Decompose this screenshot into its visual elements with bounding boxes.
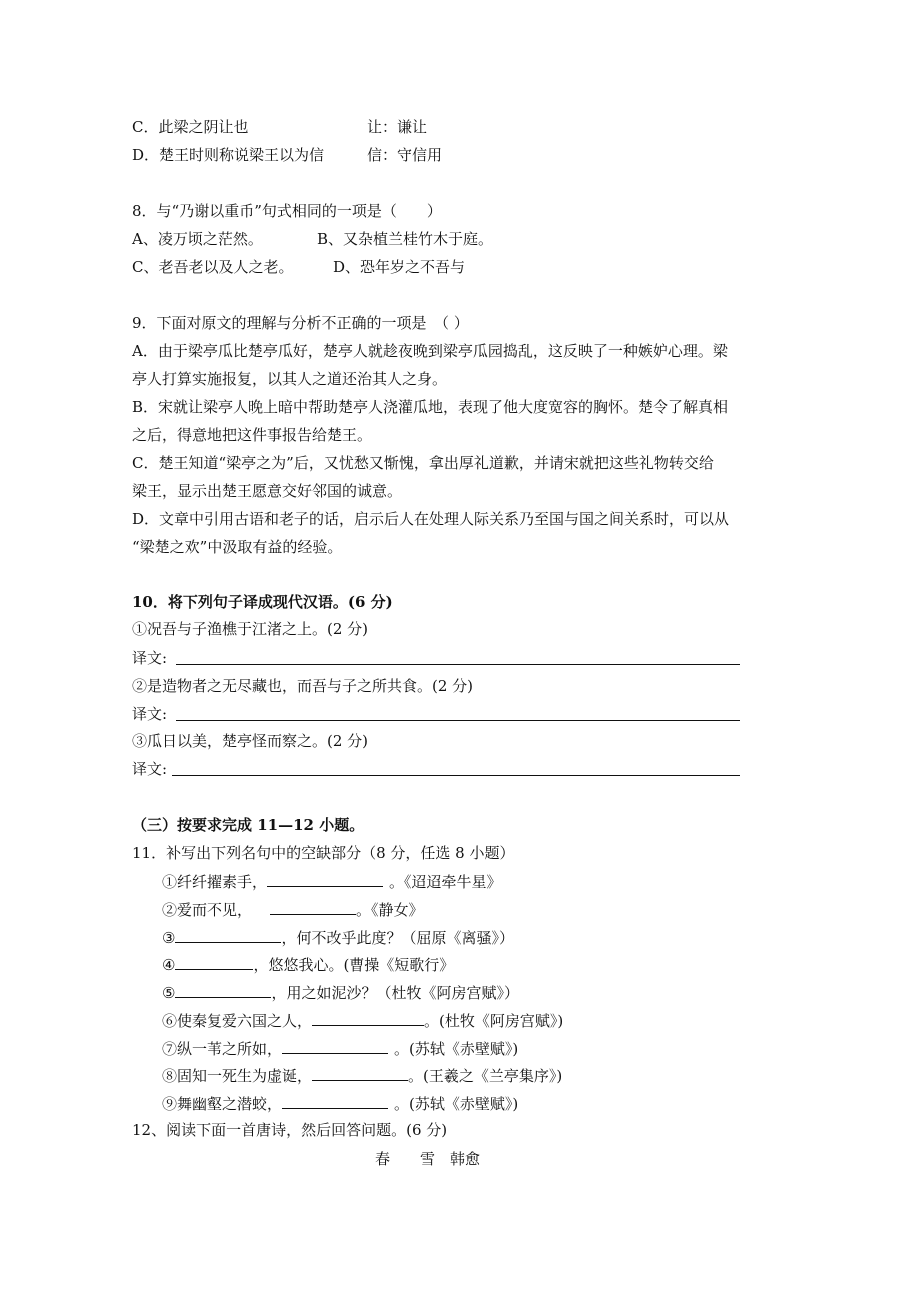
- q7-option-c-text: C．此梁之阴让也: [132, 118, 249, 136]
- q9-option-a-line2: 亭人打算实施报复，以其人之道还治其人之身。: [132, 370, 448, 388]
- q11-item-9-pre: ⑨舞幽壑之潜蛟，: [162, 1095, 283, 1113]
- q11-item-3-pre: ③: [162, 929, 176, 947]
- section-3-title: （三）按要求完成 11—12 小题。: [132, 816, 365, 834]
- q9-option-d-line2: “梁楚之欢”中汲取有益的经验。: [132, 538, 343, 556]
- q9-option-a-line1: A．由于梁亭瓜比楚亭瓜好，楚亭人就趁夜晚到梁亭瓜园捣乱，这反映了一种嫉妒心理。梁: [132, 342, 728, 360]
- q8-option-c: C、老吾老以及人之老。: [132, 258, 294, 276]
- q11-item-4: [162, 953, 454, 975]
- q11-item-6-pre: ⑥使秦复爱六国之人，: [162, 1012, 313, 1030]
- q10-sentence-3: ③瓜日以美，楚亭怪而察之。(2 分): [132, 732, 369, 750]
- q11-item-1-blank[interactable]: [267, 870, 383, 887]
- q11-item-4-pre: ④: [162, 956, 176, 974]
- q11-item-7-blank[interactable]: [282, 1037, 388, 1054]
- q11-item-4-post: ，悠悠我心。(曹操《短歌行》: [253, 956, 455, 974]
- q11-item-1: [162, 870, 502, 892]
- q8-stem: 8．与“乃谢以重币”句式相同的一项是（ ）: [132, 202, 442, 220]
- q7-option-d: D．楚王时则称说梁王以为信: [132, 146, 325, 164]
- q11-item-4-blank[interactable]: [175, 953, 253, 970]
- q9-option-c-line1: C．楚王知道“梁亭之为”后，又忧愁又惭愧，拿出厚礼道歉，并请宋就把这些礼物转交给: [132, 454, 714, 472]
- q10-sentence-1: ①况吾与子渔樵于江渚之上。(2 分): [132, 620, 369, 638]
- q11-item-6-blank[interactable]: [312, 1009, 424, 1026]
- q8-option-b: B、又杂植兰桂竹木于庭。: [317, 230, 494, 248]
- q10-answer-line-1[interactable]: [176, 664, 740, 665]
- q10-title: 10．将下列句子译成现代汉语。(6 分): [132, 593, 393, 611]
- q11-item-5-post: ，用之如泥沙？（杜牧《阿房宫赋》）: [271, 984, 519, 1002]
- q11-item-6: [162, 1009, 563, 1031]
- q11-item-2-post: 。《静女》: [356, 901, 424, 919]
- q7-option-c-gloss: 让：谦让: [367, 118, 428, 136]
- q11-item-8-pre: ⑧固知一死生为虚诞，: [162, 1067, 313, 1085]
- q11-item-3-post: ，何不改乎此度？（屈原《离骚》）: [281, 929, 514, 947]
- q11-item-5: [162, 981, 519, 1003]
- q12-poem-title: 春 雪 韩愈: [375, 1150, 481, 1168]
- q12-stem: 12、阅读下面一首唐诗，然后回答问题。(6 分): [132, 1121, 448, 1139]
- q10-translation-label-3: 译文:: [132, 760, 168, 778]
- q9-option-b-line2: 之后，得意地把这件事报告给楚王。: [132, 426, 373, 444]
- q11-item-8: [162, 1064, 562, 1086]
- q11-item-3: [162, 926, 514, 948]
- q11-item-7-post: 。(苏轼《赤壁赋》): [394, 1040, 519, 1058]
- q8-option-d: D、恐年岁之不吾与: [333, 258, 466, 276]
- q7-option-c: [132, 117, 248, 137]
- q10-sentence-2: ②是造物者之无尽藏也，而吾与子之所共食。(2 分): [132, 677, 474, 695]
- q11-item-8-post: 。(王羲之《兰亭集序》): [408, 1067, 563, 1085]
- q11-item-5-blank[interactable]: [175, 981, 271, 998]
- q9-option-d-line1: D．文章中引用古语和老子的话，启示后人在处理人际关系乃至国与国之间关系时，可以从: [132, 510, 730, 528]
- q11-item-2-blank[interactable]: [270, 898, 356, 915]
- q11-item-2: [162, 898, 424, 920]
- q10-translation-label-1: 译文:: [132, 649, 168, 667]
- q9-stem: 9．下面对原文的理解与分析不正确的一项是 （ ）: [132, 314, 469, 332]
- q11-item-7-pre: ⑦纵一苇之所如，: [162, 1040, 283, 1058]
- q11-item-3-blank[interactable]: [175, 926, 281, 943]
- q8-option-a: A、凌万顷之茫然。: [132, 230, 263, 248]
- q9-option-b-line1: B．宋就让梁亭人晚上暗中帮助楚亭人浇灌瓜地，表现了他大度宽容的胸怀。楚令了解真相: [132, 398, 729, 416]
- q11-item-5-pre: ⑤: [162, 984, 176, 1002]
- q11-item-1-post: 。《迢迢牵牛星》: [389, 873, 502, 891]
- q9-option-c-line2: 梁王，显示出楚王愿意交好邻国的诚意。: [132, 482, 403, 500]
- q11-stem: 11．补写出下列名句中的空缺部分（8 分，任选 8 小题）: [132, 844, 515, 862]
- q11-item-8-blank[interactable]: [312, 1064, 408, 1081]
- q11-item-6-post: 。(杜牧《阿房宫赋》): [424, 1012, 564, 1030]
- q11-item-9-post: 。(苏轼《赤壁赋》): [394, 1095, 519, 1113]
- q11-item-2-pre: ②爱而不见，: [162, 901, 253, 919]
- q11-item-9-blank[interactable]: [282, 1092, 388, 1109]
- q11-item-9: [162, 1092, 518, 1114]
- q10-answer-line-3[interactable]: [172, 775, 740, 776]
- q11-item-7: [162, 1037, 518, 1059]
- q10-answer-line-2[interactable]: [176, 720, 740, 721]
- q7-option-d-gloss: 信：守信用: [367, 146, 443, 164]
- q11-item-1-pre: ①纤纤擢素手，: [162, 873, 268, 891]
- q10-translation-label-2: 译文:: [132, 705, 168, 723]
